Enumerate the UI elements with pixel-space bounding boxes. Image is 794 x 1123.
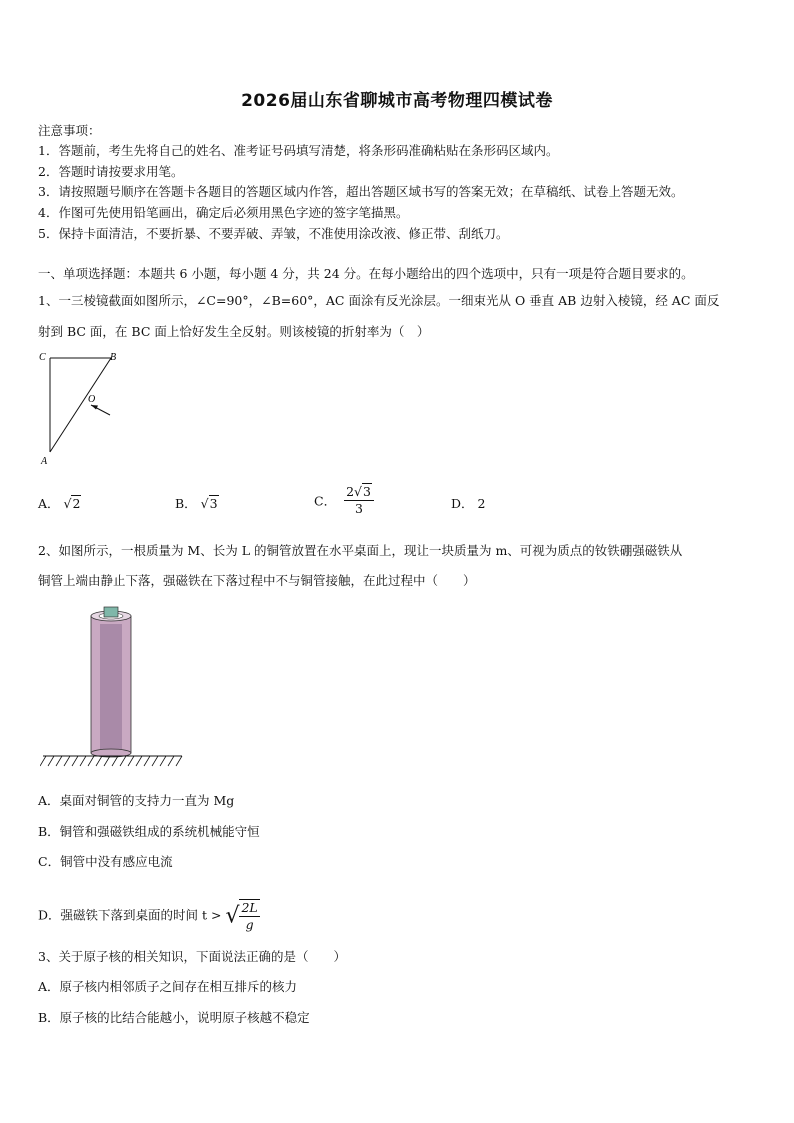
copper-tube-diagram xyxy=(40,602,186,770)
fraction-numerator xyxy=(344,484,374,501)
sqrt-icon: √ xyxy=(200,496,209,511)
fraction-numerator: 2L xyxy=(241,900,258,915)
question-1-stem-line2: 射到 BC 面，在 BC 面上恰好发生全反射。则该棱镜的折射率为（ ） xyxy=(38,324,430,339)
q2-option-a: A．桌面对铜管的支持力一直为 Mg xyxy=(38,793,235,808)
q2-option-b: B．铜管和强磁铁组成的系统机械能守恒 xyxy=(38,824,260,839)
option-value: 3 xyxy=(209,496,218,511)
q3-option-b: B．原子核的比结合能越小，说明原子核越不稳定 xyxy=(38,1010,310,1025)
option-label: D． xyxy=(451,496,474,511)
q3-option-a: A．原子核内相邻质子之间存在相互排斥的核力 xyxy=(38,979,298,994)
radicand: 3 xyxy=(362,484,371,499)
tube-inner xyxy=(100,624,122,752)
sqrt-icon: √ xyxy=(225,903,240,929)
question-3-stem: 3、关于原子核的相关知识，下面说法正确的是（ ） xyxy=(38,949,346,964)
question-1-stem-line1: 1、一三棱镜截面如图所示，∠C=90°，∠B=60°，AC 面涂有反光涂层。一细束光从 O 垂直 AB 边射入棱镜，经 AC 面反 xyxy=(38,293,720,308)
coefficient: 2 xyxy=(346,484,355,499)
notice-heading: 注意事项： xyxy=(38,123,101,138)
option-label: C． xyxy=(314,493,337,509)
option-label: A． xyxy=(38,496,60,511)
fraction xyxy=(344,484,374,517)
q1-option-b xyxy=(175,494,219,512)
notice-item: 5．保持卡面清洁，不要折暴、不要弄破、弄皱，不准使用涂改液、修正带、刮纸刀。 xyxy=(38,226,509,241)
label-o: O xyxy=(88,394,96,405)
sqrt-icon: √ xyxy=(354,484,362,499)
notice-item: 3．请按照题号顺序在答题卡各题目的答题区域内作答，超出答题区域书写的答案无效；在草稿纸、试卷上答题无效。 xyxy=(38,184,684,199)
q2-option-d xyxy=(38,899,260,933)
fraction-denominator: 3 xyxy=(355,501,363,516)
sqrt-icon: √ xyxy=(63,496,72,511)
notice-item: 4．作图可先使用铅笔画出，确定后必须用黑色字迹的签字笔描黑。 xyxy=(38,205,409,220)
fraction-denominator: g xyxy=(245,917,254,932)
fraction xyxy=(239,899,259,933)
question-2-stem-line1: 2、如图所示，一根质量为 M、长为 L 的铜管放置在水平桌面上，现让一块质量为 m、可视为质点的钕铁硼强磁铁从 xyxy=(38,543,683,558)
q2-option-c: C．铜管中没有感应电流 xyxy=(38,854,173,869)
label-a: A xyxy=(41,456,48,467)
table-hatching xyxy=(40,756,182,766)
q1-option-c xyxy=(314,484,374,517)
option-value: 2 xyxy=(72,496,81,511)
label-b: B xyxy=(110,352,117,363)
label-c: C xyxy=(39,352,46,363)
magnet-icon xyxy=(104,607,118,617)
page-title: 2026届山东省聊城市高考物理四模试卷 xyxy=(241,91,553,111)
question-2-stem-line2: 铜管上端由静止下落，强磁铁在下落过程中不与铜管接触，在此过程中（ ） xyxy=(38,573,476,588)
prism-diagram xyxy=(36,348,126,468)
option-text: D．强磁铁下落到桌面的时间 t > xyxy=(38,907,222,923)
notice-item: 2．答题时请按要求用笔。 xyxy=(38,164,184,179)
section-heading: 一、单项选择题：本题共 6 小题，每小题 4 分，共 24 分。在每小题给出的四个选项中，只有一项是符合题目要求的。 xyxy=(38,266,694,281)
option-value: 2 xyxy=(477,496,486,511)
notice-item: 1．答题前，考生先将自己的姓名、准考证号码填写清楚，将条形码准确粘贴在条形码区域内。 xyxy=(38,143,559,158)
ray-arrow-icon xyxy=(91,405,98,410)
q1-option-a xyxy=(38,494,81,512)
prism-edge-ab xyxy=(50,358,111,452)
q1-option-d xyxy=(451,494,485,512)
option-label: B． xyxy=(175,496,197,511)
